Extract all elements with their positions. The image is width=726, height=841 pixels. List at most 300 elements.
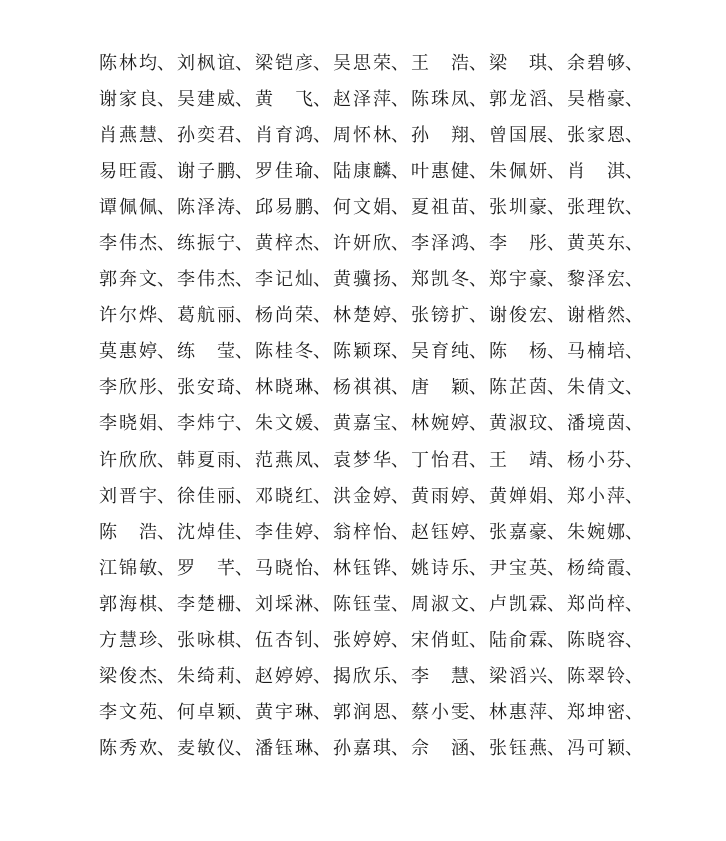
person-name: 林钰铧 (333, 557, 391, 579)
separator-mark: 、 (625, 449, 643, 471)
separator-mark: 、 (625, 125, 643, 147)
separator-mark: 、 (625, 233, 643, 255)
separator-mark: 、 (157, 125, 175, 147)
name-entry (255, 229, 333, 255)
separator-mark: 、 (235, 665, 253, 687)
name-entry (99, 85, 177, 111)
name-entry (333, 662, 411, 688)
person-name: 陈浩 (99, 521, 157, 543)
person-name: 杨小芬 (567, 449, 625, 471)
name-entry (567, 229, 645, 255)
person-name: 佘涵 (411, 737, 469, 759)
separator-mark: 、 (547, 125, 565, 147)
person-name: 林楚婷 (333, 305, 391, 327)
person-name: 梁滔兴 (489, 665, 547, 687)
name-entry (177, 662, 255, 688)
name-entry (567, 337, 645, 363)
separator-mark: 、 (313, 377, 331, 399)
person-name: 叶惠健 (411, 161, 469, 183)
separator-mark: 、 (391, 701, 409, 723)
name-entry (567, 662, 645, 688)
person-name: 方慧珍 (99, 629, 157, 651)
person-name: 黄梓杰 (255, 233, 313, 255)
person-name: 谢子鹏 (177, 161, 235, 183)
name-entry (99, 409, 177, 435)
name-entry (489, 662, 567, 688)
person-name: 朱倩文 (567, 377, 625, 399)
person-name: 赵婷婷 (255, 665, 313, 687)
person-name: 冯可颖 (567, 737, 625, 759)
name-entry (255, 85, 333, 111)
name-row (99, 477, 645, 513)
separator-mark: 、 (313, 701, 331, 723)
name-entry (411, 373, 489, 399)
person-name: 王靖 (489, 449, 547, 471)
person-name: 黄雨婷 (411, 485, 469, 507)
person-name: 刘枫谊 (177, 53, 235, 75)
name-entry (333, 229, 411, 255)
name-entry (99, 265, 177, 291)
separator-mark: 、 (391, 269, 409, 291)
name-entry (177, 265, 255, 291)
name-entry (567, 734, 645, 760)
name-row (99, 657, 645, 693)
separator-mark: 、 (391, 125, 409, 147)
name-entry (99, 482, 177, 508)
name-entry (567, 554, 645, 580)
separator-mark: 、 (235, 413, 253, 435)
separator-mark: 、 (547, 737, 565, 759)
separator-mark: 、 (469, 557, 487, 579)
person-name: 梁铠彦 (255, 53, 313, 75)
separator-mark: 、 (469, 521, 487, 543)
name-entry (333, 373, 411, 399)
person-name: 林婉婷 (411, 413, 469, 435)
person-name: 郭润恩 (333, 701, 391, 723)
separator-mark: 、 (157, 233, 175, 255)
separator-mark: 、 (391, 197, 409, 219)
person-name: 黄嘉宝 (333, 413, 391, 435)
name-entry (255, 337, 333, 363)
name-entry (567, 121, 645, 147)
person-name: 张咏棋 (177, 629, 235, 651)
name-entry (333, 337, 411, 363)
person-name: 陈泽涛 (177, 197, 235, 219)
name-entry (333, 446, 411, 472)
separator-mark: 、 (469, 629, 487, 651)
separator-mark: 、 (469, 197, 487, 219)
person-name: 曾国展 (489, 125, 547, 147)
separator-mark: 、 (157, 89, 175, 111)
person-name: 孙奕君 (177, 125, 235, 147)
separator-mark: 、 (625, 557, 643, 579)
person-name: 洪金婷 (333, 485, 391, 507)
person-name: 肖淇 (567, 161, 625, 183)
person-name: 朱绮莉 (177, 665, 235, 687)
person-name: 李佳婷 (255, 521, 313, 543)
name-entry (489, 482, 567, 508)
person-name: 黄英东 (567, 233, 625, 255)
name-entry (567, 482, 645, 508)
separator-mark: 、 (625, 305, 643, 327)
name-entry (489, 446, 567, 472)
person-name: 潘钰琳 (255, 737, 313, 759)
name-entry (411, 409, 489, 435)
name-entry (333, 49, 411, 75)
person-name: 黄淑玟 (489, 413, 547, 435)
separator-mark: 、 (313, 233, 331, 255)
separator-mark: 、 (391, 161, 409, 183)
person-name: 陈秀欢 (99, 737, 157, 759)
name-entry (411, 518, 489, 544)
separator-mark: 、 (469, 161, 487, 183)
name-entry (255, 518, 333, 544)
separator-mark: 、 (157, 737, 175, 759)
person-name: 郑小萍 (567, 485, 625, 507)
name-entry (255, 482, 333, 508)
person-name: 余碧够 (567, 53, 625, 75)
separator-mark: 、 (547, 629, 565, 651)
person-name: 张家恩 (567, 125, 625, 147)
separator-mark: 、 (469, 233, 487, 255)
separator-mark: 、 (625, 89, 643, 111)
name-entry (567, 446, 645, 472)
person-name: 李记灿 (255, 269, 313, 291)
person-name: 赵钰婷 (411, 521, 469, 543)
separator-mark: 、 (313, 557, 331, 579)
person-name: 刘晋宇 (99, 485, 157, 507)
separator-mark: 、 (469, 269, 487, 291)
person-name: 陈翠铃 (567, 665, 625, 687)
name-entry (567, 373, 645, 399)
separator-mark: 、 (469, 377, 487, 399)
name-entry (333, 301, 411, 327)
name-entry (255, 662, 333, 688)
person-name: 郭奔文 (99, 269, 157, 291)
separator-mark: 、 (313, 305, 331, 327)
person-name: 赵泽萍 (333, 89, 391, 111)
person-name: 李炜宁 (177, 413, 235, 435)
separator-mark: 、 (313, 485, 331, 507)
name-row (99, 116, 645, 152)
name-entry (99, 590, 177, 616)
separator-mark: 、 (391, 665, 409, 687)
name-row (99, 404, 645, 440)
name-entry (489, 49, 567, 75)
name-entry (99, 229, 177, 255)
name-entry (567, 409, 645, 435)
person-name: 郭海棋 (99, 593, 157, 615)
separator-mark: 、 (391, 449, 409, 471)
person-name: 孙嘉琪 (333, 737, 391, 759)
separator-mark: 、 (235, 377, 253, 399)
separator-mark: 、 (391, 377, 409, 399)
separator-mark: 、 (157, 629, 175, 651)
person-name: 陈珠凤 (411, 89, 469, 111)
separator-mark: 、 (157, 593, 175, 615)
separator-mark: 、 (469, 665, 487, 687)
person-name: 陈晓容 (567, 629, 625, 651)
person-name: 林惠萍 (489, 701, 547, 723)
separator-mark: 、 (625, 197, 643, 219)
person-name: 宋俏虹 (411, 629, 469, 651)
name-entry (177, 554, 255, 580)
person-name: 吴育纯 (411, 341, 469, 363)
name-entry (489, 409, 567, 435)
separator-mark: 、 (625, 161, 643, 183)
person-name: 何卓颖 (177, 701, 235, 723)
name-entry (177, 85, 255, 111)
separator-mark: 、 (313, 89, 331, 111)
person-name: 谢家良 (99, 89, 157, 111)
person-name: 李文苑 (99, 701, 157, 723)
person-name: 肖育鸿 (255, 125, 313, 147)
person-name: 吴思荣 (333, 53, 391, 75)
person-name: 袁梦华 (333, 449, 391, 471)
separator-mark: 、 (625, 341, 643, 363)
name-row (99, 44, 645, 80)
name-entry (567, 698, 645, 724)
person-name: 李欣彤 (99, 377, 157, 399)
separator-mark: 、 (235, 125, 253, 147)
person-name: 吴楷豪 (567, 89, 625, 111)
separator-mark: 、 (625, 53, 643, 75)
name-entry (567, 301, 645, 327)
person-name: 易旺霞 (99, 161, 157, 183)
name-entry (489, 626, 567, 652)
person-name: 陆俞霖 (489, 629, 547, 651)
person-name: 陈钰莹 (333, 593, 391, 615)
name-entry (411, 85, 489, 111)
separator-mark: 、 (625, 629, 643, 651)
person-name: 韩夏雨 (177, 449, 235, 471)
separator-mark: 、 (157, 197, 175, 219)
person-name: 姚诗乐 (411, 557, 469, 579)
separator-mark: 、 (547, 449, 565, 471)
person-name: 李伟杰 (99, 233, 157, 255)
person-name: 尹宝英 (489, 557, 547, 579)
person-name: 邱易鹏 (255, 197, 313, 219)
person-name: 周怀林 (333, 125, 391, 147)
separator-mark: 、 (547, 485, 565, 507)
name-entry (99, 698, 177, 724)
person-name: 张镑扩 (411, 305, 469, 327)
name-entry (177, 446, 255, 472)
name-row (99, 549, 645, 585)
person-name: 沈焯佳 (177, 521, 235, 543)
name-entry (99, 49, 177, 75)
name-entry (489, 301, 567, 327)
separator-mark: 、 (625, 593, 643, 615)
person-name: 李楚栅 (177, 593, 235, 615)
separator-mark: 、 (625, 485, 643, 507)
name-entry (333, 626, 411, 652)
name-entry (177, 482, 255, 508)
person-name: 张钰燕 (489, 737, 547, 759)
separator-mark: 、 (547, 665, 565, 687)
name-row (99, 188, 645, 224)
person-name: 张理钦 (567, 197, 625, 219)
name-entry (489, 337, 567, 363)
name-row (99, 621, 645, 657)
name-entry (99, 734, 177, 760)
person-name: 李彤 (489, 233, 547, 255)
name-entry (333, 193, 411, 219)
person-name: 李慧 (411, 665, 469, 687)
name-entry (411, 626, 489, 652)
person-name: 张嘉豪 (489, 521, 547, 543)
person-name: 郑坤密 (567, 701, 625, 723)
person-name: 揭欣乐 (333, 665, 391, 687)
separator-mark: 、 (313, 449, 331, 471)
person-name: 范燕凤 (255, 449, 313, 471)
person-name: 陈林均 (99, 53, 157, 75)
name-entry (99, 626, 177, 652)
name-entry (411, 229, 489, 255)
name-entry (177, 229, 255, 255)
separator-mark: 、 (313, 593, 331, 615)
person-name: 李伟杰 (177, 269, 235, 291)
separator-mark: 、 (625, 377, 643, 399)
name-entry (489, 157, 567, 183)
person-name: 陈颖琛 (333, 341, 391, 363)
name-entry (411, 301, 489, 327)
person-name: 练振宁 (177, 233, 235, 255)
person-name: 杨绮霞 (567, 557, 625, 579)
person-name: 李晓娟 (99, 413, 157, 435)
separator-mark: 、 (391, 341, 409, 363)
person-name: 林晓琳 (255, 377, 313, 399)
name-entry (177, 337, 255, 363)
person-name: 陈杨 (489, 341, 547, 363)
separator-mark: 、 (235, 53, 253, 75)
name-entry (177, 121, 255, 147)
separator-mark: 、 (235, 341, 253, 363)
separator-mark: 、 (391, 521, 409, 543)
name-entry (411, 193, 489, 219)
separator-mark: 、 (313, 53, 331, 75)
name-entry (99, 554, 177, 580)
name-entry (333, 121, 411, 147)
separator-mark: 、 (625, 269, 643, 291)
name-row (99, 260, 645, 296)
name-row (99, 368, 645, 404)
person-name: 黄骥扬 (333, 269, 391, 291)
name-entry (411, 49, 489, 75)
name-entry (177, 157, 255, 183)
separator-mark: 、 (547, 305, 565, 327)
name-entry (411, 337, 489, 363)
separator-mark: 、 (547, 341, 565, 363)
separator-mark: 、 (157, 305, 175, 327)
separator-mark: 、 (157, 161, 175, 183)
name-entry (411, 482, 489, 508)
separator-mark: 、 (235, 593, 253, 615)
separator-mark: 、 (313, 413, 331, 435)
separator-mark: 、 (235, 701, 253, 723)
name-entry (333, 85, 411, 111)
name-entry (489, 734, 567, 760)
separator-mark: 、 (157, 665, 175, 687)
name-entry (99, 662, 177, 688)
name-entry (411, 121, 489, 147)
person-name: 翁梓怡 (333, 521, 391, 543)
person-name: 卢凯霖 (489, 593, 547, 615)
person-name: 谢楷然 (567, 305, 625, 327)
separator-mark: 、 (313, 521, 331, 543)
name-entry (177, 626, 255, 652)
name-entry (255, 193, 333, 219)
name-entry (255, 446, 333, 472)
separator-mark: 、 (469, 53, 487, 75)
name-entry (567, 626, 645, 652)
name-entry (99, 301, 177, 327)
person-name: 谢俊宏 (489, 305, 547, 327)
person-name: 黄飞 (255, 89, 313, 111)
separator-mark: 、 (469, 89, 487, 111)
person-name: 梁琪 (489, 53, 547, 75)
separator-mark: 、 (157, 269, 175, 291)
separator-mark: 、 (157, 53, 175, 75)
separator-mark: 、 (157, 557, 175, 579)
separator-mark: 、 (391, 557, 409, 579)
separator-mark: 、 (391, 737, 409, 759)
person-name: 罗佳瑜 (255, 161, 313, 183)
name-entry (99, 121, 177, 147)
name-entry (411, 662, 489, 688)
name-entry (333, 265, 411, 291)
person-name: 罗芊 (177, 557, 235, 579)
person-name: 朱文媛 (255, 413, 313, 435)
person-name: 江锦敏 (99, 557, 157, 579)
separator-mark: 、 (469, 413, 487, 435)
separator-mark: 、 (313, 269, 331, 291)
separator-mark: 、 (547, 233, 565, 255)
name-entry (333, 554, 411, 580)
person-name: 丁怡君 (411, 449, 469, 471)
name-entry (411, 554, 489, 580)
person-name: 杨尚荣 (255, 305, 313, 327)
person-name: 徐佳丽 (177, 485, 235, 507)
separator-mark: 、 (625, 413, 643, 435)
person-name: 伍杏钊 (255, 629, 313, 651)
person-name: 莫惠婷 (99, 341, 157, 363)
name-row (99, 729, 645, 765)
separator-mark: 、 (547, 161, 565, 183)
name-entry (489, 518, 567, 544)
separator-mark: 、 (391, 593, 409, 615)
name-entry (489, 85, 567, 111)
person-name: 黎泽宏 (567, 269, 625, 291)
separator-mark: 、 (547, 269, 565, 291)
name-entry (255, 373, 333, 399)
name-entry (333, 590, 411, 616)
separator-mark: 、 (157, 449, 175, 471)
person-name: 陈芷茵 (489, 377, 547, 399)
separator-mark: 、 (235, 269, 253, 291)
separator-mark: 、 (547, 197, 565, 219)
person-name: 潘境茵 (567, 413, 625, 435)
person-name: 陆康麟 (333, 161, 391, 183)
name-row (99, 224, 645, 260)
separator-mark: 、 (313, 161, 331, 183)
name-entry (567, 49, 645, 75)
separator-mark: 、 (235, 521, 253, 543)
separator-mark: 、 (235, 629, 253, 651)
separator-mark: 、 (391, 89, 409, 111)
person-name: 邓晓红 (255, 485, 313, 507)
name-entry (255, 49, 333, 75)
